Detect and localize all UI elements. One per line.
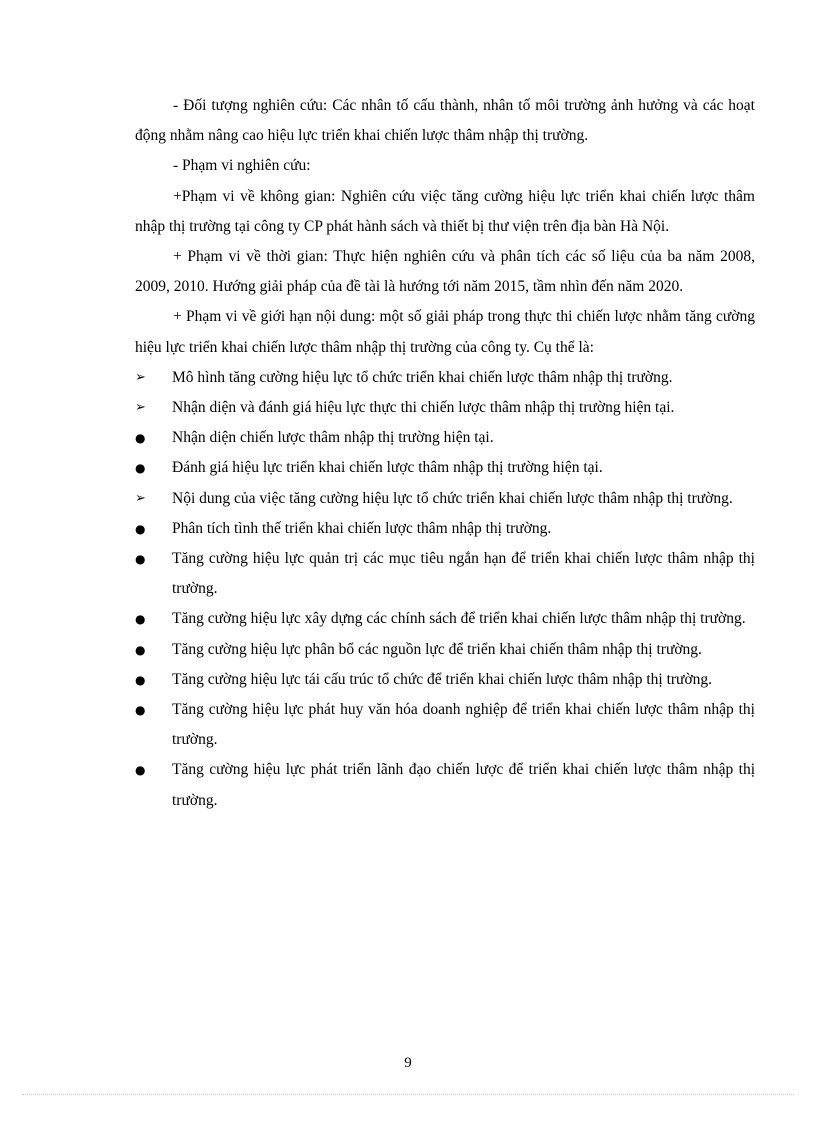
- paragraph-scope-space: +Phạm vi về không gian: Nghiên cứu việc tăng cường hiệu lực triển khai chiến lược thâm nhập thị trường tại công ty CP phát hành sách và thiết bị thư viện trên địa bàn Hà Nội.: [135, 187, 755, 235]
- footer-divider: [22, 1094, 794, 1095]
- list-item: [135, 635, 755, 665]
- list-item-text: Tăng cường hiệu lực phân bổ các nguồn lực để triển khai chiến thâm nhập thị trường.: [172, 640, 702, 658]
- list-item-text: Nhận diện và đánh giá hiệu lực thực thi chiến lược thâm nhập thị trường hiện tại.: [172, 399, 675, 417]
- dot-bullet-icon: ●: [135, 552, 146, 567]
- paragraph-research-scope: - Phạm vi nghiên cứu:: [173, 157, 311, 175]
- arrow-bullet-icon: ➢: [135, 369, 146, 385]
- page-number: 9: [404, 1055, 412, 1071]
- paragraph-scope-content: + Phạm vi về giới hạn nội dung: một số giải pháp trong thực thi chiến lược nhằm tăng cường hiệu lực triển khai chiến lược thâm nhập thị trường của công ty. Cụ thể là:: [135, 308, 755, 356]
- list-item-text: Tăng cường hiệu lực phát huy văn hóa doanh nghiệp để triển khai chiến lược thâm nhập thị trường.: [172, 701, 755, 749]
- list-item-text: Đánh giá hiệu lực triển khai chiến lược thâm nhập thị trường hiện tại.: [172, 459, 603, 477]
- arrow-bullet-icon: ➢: [135, 490, 146, 506]
- list-item: [135, 514, 755, 544]
- dot-bullet-icon: ●: [135, 672, 146, 687]
- list-item-text: Mô hình tăng cường hiệu lực tổ chức triển khai chiến lược thâm nhập thị trường.: [172, 368, 673, 386]
- list-item-text: Nhận diện chiến lược thâm nhập thị trường hiện tại.: [172, 429, 494, 447]
- list-item-text: Nội dung của việc tăng cường hiệu lực tổ chức triển khai chiến lược thâm nhập thị trường.: [172, 489, 733, 507]
- dot-bullet-icon: ●: [135, 703, 146, 718]
- list-item: [135, 755, 755, 815]
- list-item: [135, 453, 755, 483]
- content-list: [135, 363, 755, 816]
- list-item-text: Tăng cường hiệu lực phát triển lãnh đạo chiến lược để triển khai chiến lược thâm nhập thị trường.: [172, 761, 755, 809]
- list-item-text: Phân tích tình thế triển khai chiến lược thâm nhập thị trường.: [172, 519, 552, 537]
- dot-bullet-icon: ●: [135, 521, 146, 536]
- list-item-text: Tăng cường hiệu lực tái cấu trúc tổ chức để triển khai chiến lược thâm nhập thị trường.: [172, 670, 713, 688]
- page-body: [135, 91, 755, 816]
- list-item: [135, 604, 755, 634]
- list-item: [135, 363, 755, 393]
- dot-bullet-icon: ●: [135, 612, 146, 627]
- paragraph-research-subject: - Đối tượng nghiên cứu: Các nhân tố cấu thành, nhân tố môi trường ảnh hưởng và các hoạt động nhằm nâng cao hiệu lực triển khai chiến lược thâm nhập thị trường.: [135, 97, 755, 145]
- paragraph-scope-time: + Phạm vi về thời gian: Thực hiện nghiên cứu và phân tích các số liệu của ba năm 2008, 2009, 2010. Hướng giải pháp của đề tài là hướng tới năm 2015, tầm nhìn đến năm 2020.: [135, 248, 755, 296]
- list-item-text: Tăng cường hiệu lực quản trị các mục tiêu ngắn hạn để triển khai chiến lược thâm nhập thị trường.: [172, 550, 755, 598]
- list-item: [135, 695, 755, 755]
- dot-bullet-icon: ●: [135, 763, 146, 778]
- dot-bullet-icon: ●: [135, 461, 146, 476]
- list-item: [135, 665, 755, 695]
- list-item-text: Tăng cường hiệu lực xây dựng các chính sách để triển khai chiến lược thâm nhập thị trường.: [172, 610, 746, 628]
- dot-bullet-icon: ●: [135, 642, 146, 657]
- list-item: [135, 393, 755, 423]
- list-item: [135, 423, 755, 453]
- arrow-bullet-icon: ➢: [135, 400, 146, 416]
- list-item: [135, 544, 755, 604]
- list-item: [135, 484, 755, 514]
- dot-bullet-icon: ●: [135, 431, 146, 446]
